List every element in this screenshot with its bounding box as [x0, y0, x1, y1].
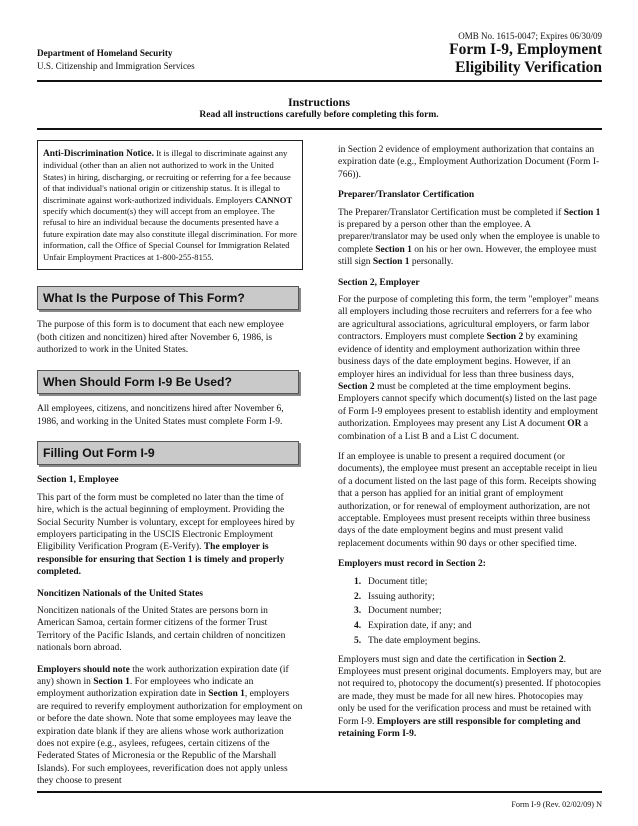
sign-t1: Employers must sign and date the certification in — [338, 654, 527, 665]
preparer-heading: Preparer/Translator Certification — [338, 190, 475, 201]
preparer-section1-c: Section 1 — [372, 257, 410, 268]
preparer-text — [338, 207, 602, 269]
left-column — [37, 140, 303, 801]
continued-text: in Section 2 evidence of employment authorization that contains an expiration date (e.g., Employment Authorization Document (Form I-766)). — [338, 145, 600, 180]
noncitizen-heading: Noncitizen Nationals of the United States — [37, 588, 203, 599]
unable-text: If an employee is unable to present a required document (or documents), the employee must present an acceptable receipt in lieu of a document listed on the last page of this form. Receipts showing that a person has applied for an initial grant of employment authorization, or for renewal of employment authorization, are not acceptable. Employees must present receipts within three business days of the date employment begins and must present valid replacement documents within 90 days or other specified time. — [338, 451, 598, 549]
preparer-section1-a: Section 1 — [563, 207, 601, 218]
notice-lead: Anti-Discrimination Notice. — [43, 149, 154, 159]
record-heading: Employers must record in Section 2: — [338, 559, 486, 570]
section2-t4: a combination of a List B and a List C document. — [338, 419, 589, 442]
instructions-rule — [37, 128, 602, 130]
agency-name: U.S. Citizenship and Immigration Services — [37, 61, 195, 71]
list-item-number: 1. — [354, 576, 362, 587]
when-heading: When Should Form I-9 Be Used? — [37, 370, 299, 394]
employers-note-t1: the work authorization expiration date (if any) shown in — [37, 664, 289, 687]
list-item-number: 2. — [354, 591, 362, 602]
preparer-t1: The Preparer/Translator Certification must be completed if — [338, 207, 564, 218]
employers-note-section1-a: Section 1 — [93, 677, 130, 687]
department-name: Department of Homeland Security — [37, 48, 173, 58]
when-text: All employees, citizens, and noncitizens hired after November 6, 1986, and working in the United States must complete Form I-9. — [37, 404, 284, 427]
section2-t3: must be completed at the time employment begins. Employers cannot specify which document(s) listed on the last page of Form I-9 employees present to establish identity and employment authorization. Employees may present any List A document — [338, 381, 598, 430]
employers-note-lead: Employers should note — [37, 664, 130, 675]
omb-number: OMB No. 1615-0047; Expires 06/30/09 — [458, 31, 602, 41]
sign-text — [338, 654, 602, 741]
list-item — [354, 620, 602, 632]
sign-t2: . Employees must present original documents. Employers may, but are not required to, photocopy the document(s) presented. If photocopies are made, they must be made for all new hires. Photocopies may only be used for the verification process and must be retained with Form I-9. — [338, 654, 602, 727]
notice-cannot: CANNOT — [254, 194, 293, 205]
section2-text — [338, 294, 602, 443]
purpose-heading: What Is the Purpose of This Form? — [37, 286, 299, 310]
preparer-t2: is prepared by a person other than the employee. A preparer/translator may be used only when the employee is unable to complete — [338, 220, 600, 255]
notice-text-2: specify which document(s) they will accept from an employee. The refusal to hire an individual because the documents presented have a future expiration date may also constitute illegal discrimination. For more information, call the Office of Special Counsel for Immigration Related Unfair Employment Practices at 1-800-255-8155. — [43, 206, 297, 262]
employers-note-section1-b: Section 1 — [208, 689, 245, 700]
employers-note — [37, 664, 303, 788]
section2-heading: Section 2, Employer — [338, 277, 420, 288]
form-title-line1: Form I-9, Employment — [449, 41, 602, 58]
section2-t2: by examining evidence of identity and employment authorization within three business days of the date employment begins. However, if an employer hires an individual for less than three business days, — [338, 332, 580, 380]
agency-block — [37, 47, 195, 73]
form-revision: Form I-9 (Rev. 02/02/09) N — [511, 800, 602, 809]
section2-bold-a: Section 2 — [486, 332, 524, 343]
preparer-t4: personally. — [409, 257, 454, 268]
section2-bold-b: Section 2 — [338, 381, 375, 392]
notice-text-1: It is illegal to discriminate against any individual (other than an alien not authorized to work in the United States) in hiring, discharging, or recruiting or referring for a fee because of that individual's national origin or citizenship status. It is illegal to discriminate against work-authorized individuals. Employers — [43, 148, 291, 205]
purpose-text: The purpose of this form is to document that each new employee (both citizen and noncitizen) hired after November 6, 1986, is authorized to work in the United States. — [37, 320, 284, 356]
form-title-line2: Eligibility Verification — [455, 59, 602, 76]
section1-body: This part of the form must be completed no later than the time of hire, which is the actual beginning of employment. Providing the Social Security Number is voluntary, except for employees hired by employers participating in the USCIS Electronic Employment Eligibility Verification Program (E-Verify). — [37, 492, 295, 553]
list-item-number: 3. — [354, 606, 362, 617]
list-item-text: The date employment begins. — [368, 636, 481, 647]
section2-or: OR — [567, 419, 582, 430]
list-item-text: Document number; — [368, 606, 442, 617]
section2-t1: For the purpose of completing this form, the term "employer" means all employers including those recruiters and referrers for a fee who are agricultural associations, agricultural employers, or farm labor contractors. Employers must complete — [338, 295, 599, 343]
list-item-text: Issuing authority; — [368, 591, 435, 602]
list-item — [354, 576, 602, 588]
record-list — [354, 576, 602, 648]
filling-heading: Filling Out Form I-9 — [37, 441, 299, 465]
sign-section2: Section 2 — [526, 654, 564, 665]
footer-rule — [37, 791, 602, 793]
sign-bold: Employers are still responsible for completing and retaining Form I-9. — [338, 716, 581, 740]
section1-heading: Section 1, Employee — [37, 475, 119, 486]
anti-discrimination-notice — [37, 140, 303, 270]
list-item — [354, 605, 602, 617]
preparer-section1-b: Section 1 — [375, 244, 412, 255]
list-item-number: 5. — [354, 636, 362, 647]
section1-text — [37, 492, 303, 579]
section1-bold: The employer is responsible for ensuring that Section 1 is timely and properly completed. — [37, 542, 285, 578]
list-item — [354, 591, 602, 603]
employers-note-t2: . For employees who indicate an employment authorization expiration date in — [37, 677, 254, 700]
header-rule — [37, 80, 602, 82]
instructions-subtitle: Read all instructions carefully before completing this form. — [199, 110, 439, 120]
preparer-t3: on his or her own. However, the employee must still sign — [338, 244, 597, 268]
form-title — [449, 41, 602, 77]
noncitizen-text: Noncitizen nationals of the United States are persons born in American Samoa, certain former citizens of the former Trust Territory of the Pacific Islands, and certain children of noncitizen nationals born abroad. — [37, 605, 286, 654]
list-item-text: Expiration date, if any; and — [368, 621, 472, 632]
list-item-number: 4. — [354, 621, 362, 632]
list-item-text: Document title; — [368, 576, 428, 587]
instructions-title: Instructions — [287, 95, 350, 109]
employers-note-t3: , employers are required to reverify employment authorization for employment on or before the date shown. Note that some employees may leave the expiration date blank if they are aliens whose work authorization does not expire (e.g., asylees, refugees, certain citizens of the Federated States of Micronesia or the Republic of the Marshall Islands). For such employees, reverification does not apply unless they choose to present — [37, 689, 303, 787]
right-column — [338, 144, 602, 748]
list-item — [354, 635, 602, 647]
